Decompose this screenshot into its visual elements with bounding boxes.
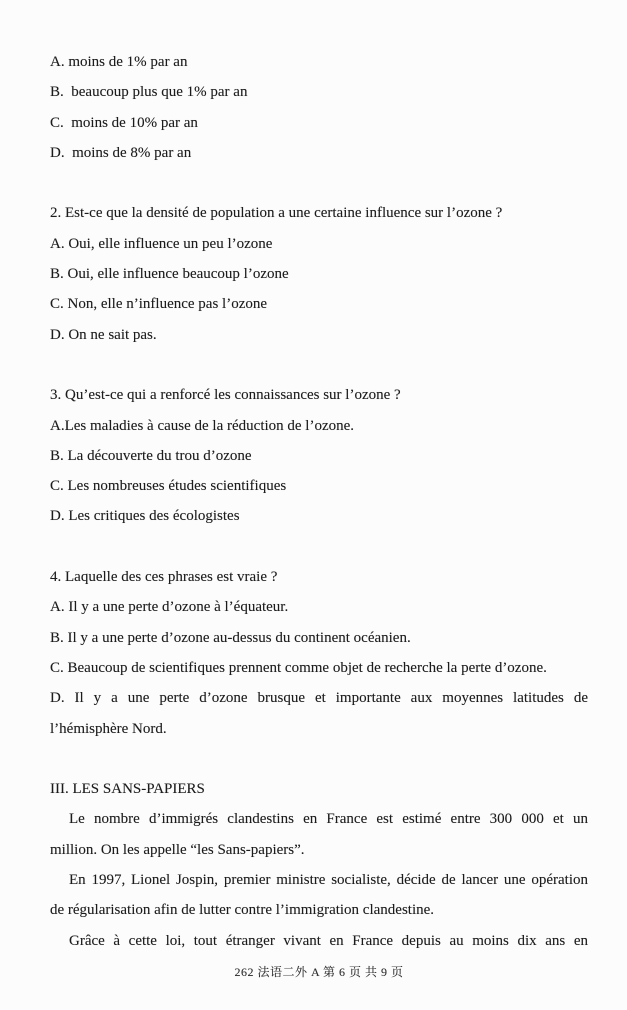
block-spacer [50,532,588,562]
section-3-sans-papiers [50,774,588,956]
q1-option-a: A. moins de 1% par an [50,54,188,70]
q3-option-c: C. Les nombreuses études scientifiques [50,478,287,495]
q4-option-b: B. Il y a une perte d’ozone au-dessus du continent océanien. [50,629,411,646]
q1-option-d: D. moins de 8% par an [50,144,192,161]
q4-option-d-line2: l’hémisphère Nord. [50,720,167,737]
q4-question: 4. Laquelle des ces phrases est vraie ? [50,569,278,586]
q4-option-c: C. Beaucoup de scientifiques prennent comme objet de recherche la perte d’ozone. [50,659,547,676]
section-3-p3-line1: Grâce à cette loi, tout étranger vivant en France depuis au moins dix ans en [69,932,588,949]
section-3-p2-line2: de régularisation afin de lutter contre l’immigration clandestine. [50,902,435,919]
q2-option-b: B. Oui, elle influence beaucoup l’ozone [50,266,289,283]
q3-question: 3. Qu’est-ce qui a renforcé les connaissances sur l’ozone ? [50,387,401,404]
q1-option-b: B. beaucoup plus que 1% par an [50,84,248,101]
q4-option-d-line1: D. Il y a une perte d’ozone brusque et importante aux moyennes latitudes de [50,690,588,707]
section-3-p1-line1: Le nombre d’immigrés clandestins en France est estimé entre 300 000 et un [69,811,588,828]
section-3-p2-line1: En 1997, Lionel Jospin, premier ministre socialiste, décide de lancer une opération [69,872,588,889]
question-2 [50,198,588,349]
block-spacer [50,168,588,198]
page-footer: 262 法语二外 A 第 6 页 共 9 页 [234,964,404,979]
q3-option-b: B. La découverte du trou d’ozone [50,447,252,464]
q2-option-c: C. Non, elle n’influence pas l’ozone [50,296,268,313]
question-4 [50,562,588,744]
q3-option-d: D. Les critiques des écologistes [50,508,240,525]
section-3-p1-line2: million. On les appelle “les Sans-papiers”. [50,841,305,858]
q2-question: 2. Est-ce que la densité de population a une certaine influence sur l’ozone ? [50,205,503,222]
q2-option-d: D. On ne sait pas. [50,326,157,343]
question-1-options [50,47,588,168]
question-3 [50,380,588,531]
block-spacer [50,744,588,774]
q1-option-c: C. moins de 10% par an [50,114,198,131]
block-spacer [50,350,588,380]
q3-option-a: A.Les maladies à cause de la réduction de l’ozone. [50,417,355,434]
section-3-heading: III. LES SANS-PAPIERS [50,781,205,798]
q2-option-a: A. Oui, elle influence un peu l’ozone [50,235,273,252]
q4-option-a: A. Il y a une perte d’ozone à l’équateur. [50,599,289,616]
